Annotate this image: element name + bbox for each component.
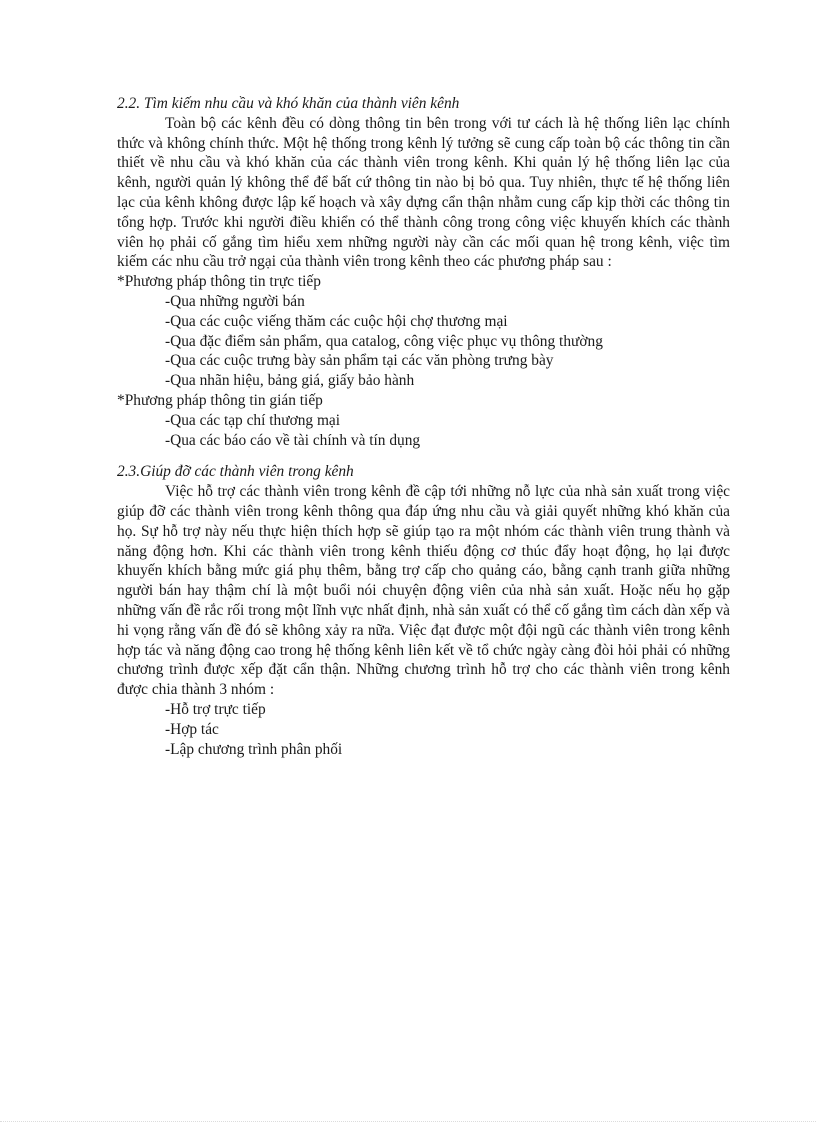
section-2-2-heading: 2.2. Tìm kiếm nhu cầu và khó khăn của thành viên kênh [117, 95, 460, 112]
list-item: -Lập chương trình phân phối [165, 740, 343, 758]
section-2-3-paragraph: Việc hỗ trợ các thành viên trong kênh đề cập tới những nỗ lực của nhà sản xuất trong việc giúp đỡ các thành viên trong kênh thông qua đáp ứng nhu cầu và giải quyết những khó khăn của họ. Sự hỗ trợ này nếu thực hiện thích hợp sẽ giúp tạo ra một nhóm các thành viên trung thành và năng động hơn. Khi các thành viên trong kênh thiếu động cơ thúc đẩy hoạt động, họ lại được khuyến khích bằng mức giá phụ thêm, bằng trợ cấp cho quảng cáo, bằng cạnh tranh giữa những người bán hay thậm chí là một buổi nói chuyện động viên của nhà sản xuất. Hoặc nếu họ gặp những vấn đề rắc rối trong một lĩnh vực nhất định, nhà sản xuất có thể cố gắng tìm cách dàn xếp và hi vọng rằng vấn đề đó sẽ không xảy ra nữa. Việc đạt được một đội ngũ các thành viên trong kênh hợp tác và năng động cao trong hệ thống kênh liên kết về tổ chức ngày càng đòi hỏi phải có những chương trình được xếp đặt cẩn thận. Những chương trình hỗ trợ cho các thành viên trong kênh được chia thành 3 nhóm : [117, 483, 730, 699]
list-item: -Qua các tạp chí thương mại [165, 411, 341, 429]
section-2-2-paragraph: Toàn bộ các kênh đều có dòng thông tin bên trong với tư cách là hệ thống liên lạc chính thức và không chính thức. Một hệ thống trong kênh lý tưởng sẽ cung cấp toàn bộ các thông tin cần thiết về nhu cầu và khó khăn của các thành viên trong kênh. Khi quản lý hệ thống liên lạc của kênh, người quản lý không thể để bất cứ thông tin nào bị bỏ qua. Tuy nhiên, thực tế hệ thống liên lạc của kênh không được lập kế hoạch và xây dựng cẩn thận nhằm cung cấp kịp thời các thông tin tổng hợp. Trước khi người điều khiển có thể thành công trong công việc khuyến khích các thành viên họ phải cố gắng tìm hiểu xem những người này cần các mối quan hệ trong kênh, việc tìm kiếm các nhu cầu trở ngại của thành viên trong kênh theo các phương pháp sau : [117, 114, 730, 271]
list-item: -Qua các báo cáo về tài chính và tín dụng [165, 431, 421, 449]
page-bottom-rule [0, 1121, 816, 1122]
list-item: -Qua các cuộc trưng bày sản phẩm tại các văn phòng trưng bày [165, 352, 554, 370]
list-item: -Qua các cuộc viếng thăm các cuộc hội chợ thương mại [165, 312, 508, 330]
list-item: -Qua những người bán [165, 292, 305, 310]
indirect-method-title: *Phương pháp thông tin gián tiếp [117, 391, 323, 409]
direct-method-title: *Phương pháp thông tin trực tiếp [117, 273, 321, 291]
list-item: -Qua nhãn hiệu, bảng giá, giấy bảo hành [165, 372, 415, 390]
document-body [117, 94, 730, 759]
section-2-3-heading: 2.3.Giúp đỡ các thành viên trong kênh [117, 463, 354, 481]
list-item: -Qua đặc điểm sản phẩm, qua catalog, công việc phục vụ thông thường [165, 332, 603, 350]
list-item: -Hỗ trợ trực tiếp [165, 700, 266, 718]
section-spacer [117, 450, 730, 462]
list-item: -Hợp tác [165, 720, 219, 738]
